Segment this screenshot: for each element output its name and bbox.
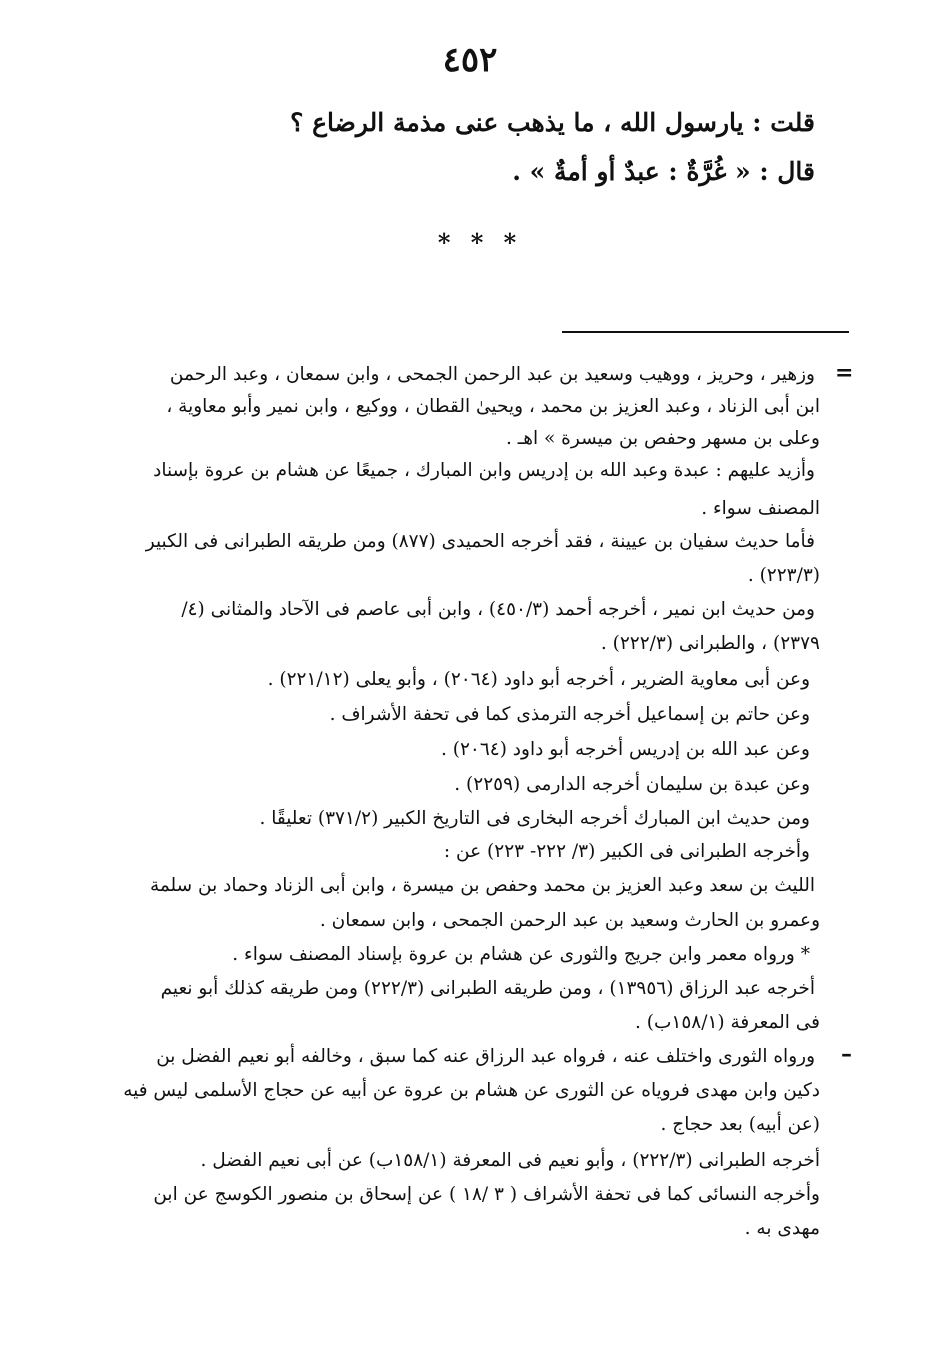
footnote-line: وعمرو بن الحارث وسعيد بن عبد الرحمن الجمحى ، وابن سمعان . bbox=[319, 910, 820, 931]
footnote-line: * ورواه معمر وابن جريج والثورى عن هشام بن عروة بإسناد المصنف سواء . bbox=[232, 944, 810, 965]
footnote-line: ومن حديث ابن المبارك أخرجه البخارى فى التاريخ الكبير (٣٧١/٢) تعليقًا . bbox=[259, 808, 810, 829]
footnote-line: وأزيد عليهم : عبدة وعبد الله بن إدريس وابن المبارك ، جميعًا عن هشام بن عروة بإسناد bbox=[153, 460, 815, 481]
footnote-line: ومن حديث ابن نمير ، أخرجه أحمد (٤٥٠/٣) ، وابن أبى عاصم فى الآحاد والمثانى (٤/ bbox=[181, 599, 815, 620]
footnote-line: (٢٢٣/٣) . bbox=[747, 565, 820, 586]
footnote-line: وعن أبى معاوية الضرير ، أخرجه أبو داود (٢٠٦٤) ، وأبو يعلى (٢٢١/١٢) . bbox=[267, 669, 810, 690]
footnote-line: وعن حاتم بن إسماعيل أخرجه الترمذى كما فى تحفة الأشراف . bbox=[329, 704, 810, 725]
footnote-line: (عن أبيه) بعد حجاج . bbox=[660, 1114, 820, 1135]
footnote-line: وعن عبدة بن سليمان أخرجه الدارمى (٢٢٥٩) . bbox=[454, 774, 810, 795]
hadith-question-line: قلت : يارسول الله ، ما يذهب عنى مذمة الرضاع ؟ bbox=[290, 108, 815, 137]
footnote-line: المصنف سواء . bbox=[701, 498, 820, 519]
footnote-line: أخرجه عبد الرزاق (١٣٩٥٦) ، ومن طريقه الطبرانى (٢٢٢/٣) ومن طريقه كذلك أبو نعيم bbox=[160, 978, 815, 999]
footnote-line: وعلى بن مسهر وحفص بن ميسرة » اهـ . bbox=[506, 428, 820, 449]
footnote-line: ابن أبى الزناد ، وعبد العزيز بن محمد ، ويحيىٰ القطان ، ووكيع ، وابن نمير وأبو معاوية ، bbox=[166, 396, 820, 417]
footnote-line: دكين وابن مهدى فروياه عن الثورى عن هشام بن عروة عن أبيه عن حجاج الأسلمى ليس فيه bbox=[123, 1080, 820, 1101]
footnote-line: وعن عبد الله بن إدريس أخرجه أبو داود (٢٠٦٤) . bbox=[440, 739, 810, 760]
footnote-line: الليث بن سعد وعبد العزيز بن محمد وحفص بن ميسرة ، وابن أبى الزناد وحماد بن سلمة bbox=[149, 875, 815, 896]
footnote-line: وأخرجه الطبرانى فى الكبير (٣/ ٢٢٢- ٢٢٣) عن : bbox=[443, 841, 810, 862]
footnote-line: وزهير ، وحريز ، ووهيب وسعيد بن عبد الرحمن الجمحى ، وابن سمعان ، وعبد الرحمن bbox=[169, 364, 815, 385]
hadith-answer-line: قال : « غُرَّةٌ : عبدٌ أو أمةٌ » . bbox=[512, 157, 815, 186]
footnote-line: فى المعرفة (١٥٨/١ب) . bbox=[635, 1012, 820, 1033]
footnote-rule bbox=[562, 331, 849, 333]
footnote-line: مهدى به . bbox=[744, 1218, 820, 1239]
footnote-line: فأما حديث سفيان بن عيينة ، فقد أخرجه الحميدى (٨٧٧) ومن طريقه الطبرانى فى الكبير bbox=[145, 531, 815, 552]
page-number: ٤٥٢ bbox=[442, 40, 498, 80]
footnote-continuation-marker: = bbox=[835, 360, 854, 386]
new-footnote-marker: – bbox=[841, 1041, 852, 1067]
section-separator: * * * bbox=[437, 228, 523, 257]
footnote-line: وأخرجه النسائى كما فى تحفة الأشراف ( ٣ /١٨ ) عن إسحاق بن منصور الكوسج عن ابن bbox=[153, 1184, 820, 1205]
footnote-line: أخرجه الطبرانى (٢٢٢/٣) ، وأبو نعيم فى المعرفة (١٥٨/١ب) عن أبى نعيم الفضل . bbox=[200, 1150, 820, 1171]
footnote-line: ٢٣٧٩) ، والطبرانى (٢٢٢/٣) . bbox=[600, 633, 820, 654]
footnote-line: ورواه الثورى واختلف عنه ، فرواه عبد الرزاق عنه كما سبق ، وخالفه أبو نعيم الفضل بن bbox=[156, 1046, 815, 1067]
